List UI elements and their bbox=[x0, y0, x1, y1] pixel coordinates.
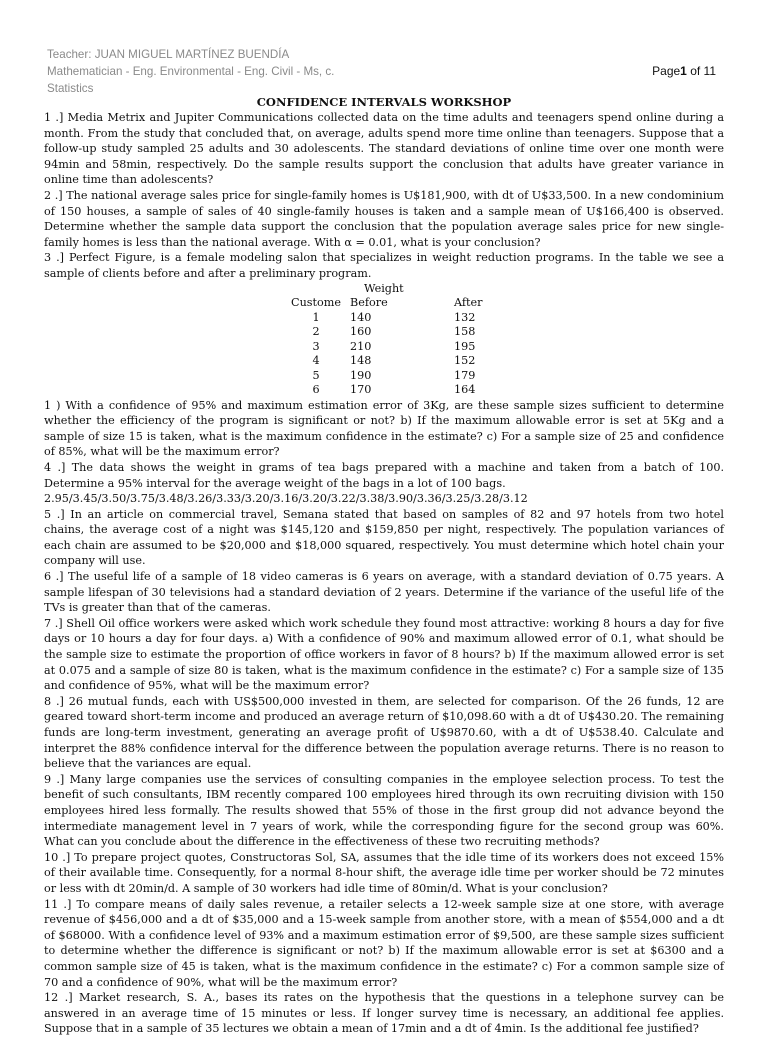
table-row: 4 148 152 bbox=[312, 354, 476, 368]
teacher-role: Mathematician - Eng. Environmental - Eng. Civil - Ms, c. bbox=[47, 65, 335, 78]
problem-11: 11 .] To compare means of daily sales revenue, a retailer selects a 12-week sample size at one store, with average revenue of $456,000 and a dt of $35,000 and a 15-week sample from another store, with a mean of $554,000 and a dt of $68000. With a confidence level of 93% and a maximum estimation error of $9,500, are these sample sizes sufficient to determine whether the difference is significant or not? b) If the maximum allowable error is set at $6300 and a common sample size of 45 is taken, what is the maximum confidence in the estimate? c) For a common sample size of 70 and a confidence of 90%, what will be the maximum error? bbox=[44, 897, 724, 989]
problem-5: 5 .] In an article on commercial travel, Semana stated that based on samples of 82 and 97 hotels from two hotel chains, the average cost of a night was $145,120 and $159,850 per night, respectively. The population variances of each chain are assumed to be $20,000 and $18,000 squared, respectively. You must determine which hotel chain your company will use. bbox=[44, 507, 724, 568]
table-row: 3 210 195 bbox=[312, 339, 476, 353]
problem-4-data: 2.95/3.45/3.50/3.75/3.48/3.26/3.33/3.20/3.16/3.20/3.22/3.38/3.90/3.36/3.25/3.28/3.12 bbox=[44, 492, 528, 506]
document-body bbox=[44, 110, 724, 1037]
subject: Statistics bbox=[47, 82, 94, 95]
problem-9: 9 .] Many large companies use the services of consulting companies in the employee selection process. To test the benefit of such consultants, IBM recently compared 100 employees hired through its own recruiting division with 150 employees hired less formally. The results showed that 55% of those in the first group did not advance beyond the intermediate management level in 7 years of work, while the corresponding figure for the second group was 60%. What can you conclude about the difference in the effectiveness of these two recruiting methods? bbox=[44, 772, 724, 849]
table-row: 2 160 158 bbox=[312, 325, 476, 339]
problem-2: 2 .] The national average sales price for single-family homes is U$181,900, with dt of U$33,500. In a new condominium of 150 houses, a sample of sales of 40 single-family houses is taken and a sample mean of U$166,400 is observed. Determine whether the sample data support the conclusion that the population average sales price for new single-family homes is less than the national average. With α = 0.01, what is your conclusion? bbox=[44, 188, 724, 249]
problem-3-questions: 1 ) With a confidence of 95% and maximum estimation error of 3Kg, are these sample sizes sufficient to determine whether the efficiency of the program is significant or not? b) If the maximum allowable error is set at 5Kg and a sample of size 15 is taken, what is the maximum confidence in the estimate? c) For a sample size of 25 and confidence of 85%, what will be the maximum error? bbox=[44, 398, 724, 459]
problem-3: 3 .] Perfect Figure, is a female modeling salon that specializes in weight reduction programs. In the table we see a sample of clients before and after a preliminary program. bbox=[44, 251, 724, 280]
teacher-name: Teacher: JUAN MIGUEL MARTÍNEZ BUENDÍA bbox=[47, 48, 290, 61]
table-row: 6 170 164 bbox=[312, 383, 476, 397]
problem-1: 1 .] Media Metrix and Jupiter Communications collected data on the time adults and teenagers spend online during a month. From the study that concluded that, on average, adults spend more time online than teenagers. Suppose that a follow-up study sampled 25 adults and 30 adolescents. The standard deviations of online time over one month were 94min and 58min, respectively. Do the sample results support the conclusion that adults have greater variance in online time than adolescents? bbox=[44, 111, 724, 187]
page-number: Page1 of 11 bbox=[652, 64, 716, 78]
table-group-header: Weight bbox=[364, 281, 404, 295]
table-header-row bbox=[284, 296, 514, 311]
table-header: Before bbox=[350, 296, 388, 310]
problem-6: 6 .] The useful life of a sample of 18 video cameras is 6 years on average, with a standard deviation of 0.75 years. A sample lifespan of 30 televisions had a standard deviation of 2 years. Determine if the variance of the useful life of the TVs is greater than that of the cameras. bbox=[44, 570, 724, 615]
page-header bbox=[47, 46, 737, 97]
table-header: Custome bbox=[291, 296, 341, 310]
problem-7: 7 .] Shell Oil office workers were asked which work schedule they found most attractive: working 8 hours a day for five days or 10 hours a day for four days. a) With a confidence of 90% and maximum allowed error of 0.1, what should be the sample size to estimate the proportion of office workers in favor of 8 hours? b) If the maximum allowed error is set at 0.075 and a sample of size 80 is taken, what is the maximum confidence in the estimate? c) For a sample size of 135 and confidence of 95%, what will be the maximum error? bbox=[44, 616, 724, 693]
problem-12: 12 .] Market research, S. A., bases its rates on the hypothesis that the questions in a telephone survey can be answered in an average time of 15 minutes or less. If longer survey time is necessary, an additional fee applies. Suppose that in a sample of 35 lectures we obtain a mean of 17min and a dt of 4min. Is the additional fee justified? bbox=[44, 991, 724, 1036]
table-header: After bbox=[454, 296, 483, 310]
document-title: CONFIDENCE INTERVALS WORKSHOP bbox=[256, 95, 512, 109]
weight-table bbox=[284, 282, 514, 398]
problem-4: 4 .] The data shows the weight in grams of tea bags prepared with a machine and taken from a batch of 100. Determine a 95% interval for the average weight of the bags in a lot of 100 bags. bbox=[44, 460, 724, 490]
table-row: 5 190 179 bbox=[312, 368, 476, 382]
table-row: 1 140 132 bbox=[312, 310, 476, 324]
problem-10: 10 .] To prepare project quotes, Constructoras Sol, SA, assumes that the idle time of its workers does not exceed 15% of their available time. Consequently, for a normal 8-hour shift, the average idle time per worker should be 72 minutes or less with dt 20min/d. A sample of 30 workers had idle time of 80min/d. What is your conclusion? bbox=[44, 850, 724, 895]
problem-8: 8 .] 26 mutual funds, each with US$500,000 invested in them, are selected for comparison. Of the 26 funds, 12 are geared toward short-term income and produced an average return of $10,098.60 with a dt of U$430.20. The remaining funds are long-term investment, generating an average profit of U$9870.60, with a dt of U$538.40. Calculate and interpret the 88% confidence interval for the difference between the population average returns. There is no reason to believe that the variances are equal. bbox=[44, 694, 724, 771]
